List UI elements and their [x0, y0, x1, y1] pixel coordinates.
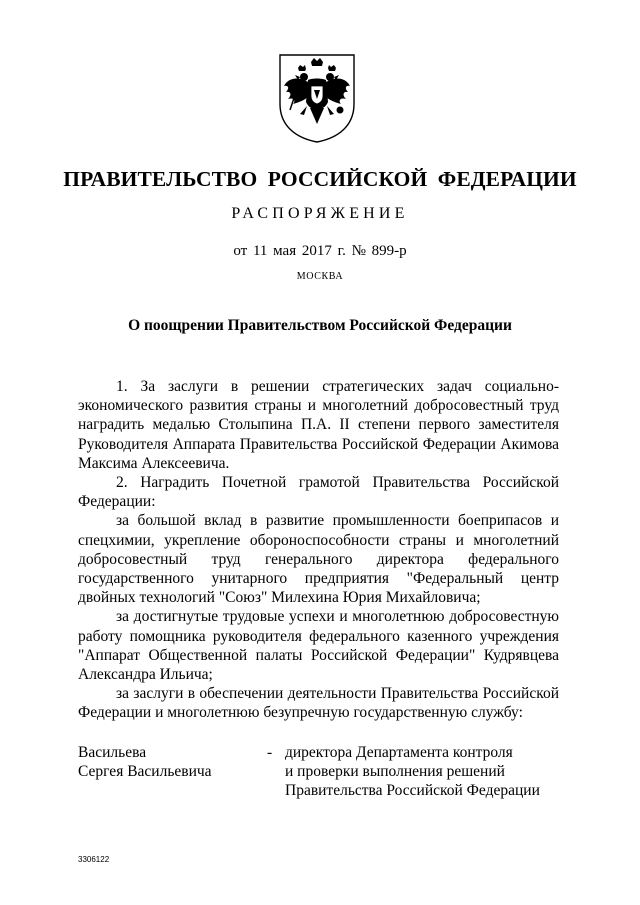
- paragraph-4: за достигнутые трудовые успехи и многолетнюю добросовестную работу помощника руководителя федерального казенного учреждения "Аппарат Общественной палаты Российской Федерации" Кудрявцева Александра Ильича;: [78, 608, 559, 684]
- paragraph-1: 1. За заслуги в решении стратегических задач социально-экономического развития страны и многолетний добросовестный труд наградить медалью Столыпина П.А. II степени первого заместителя Руководителя Аппарата Правительства Российской Федерации Акимова Максима Алексеевича.: [78, 378, 559, 472]
- awardee-position-line: и проверки выполнения решений: [285, 763, 505, 781]
- paragraph-3: за большой вклад в развитие промышленности боеприпасов и спецхимии, укрепление обороноспособности страны и многолетний добросовестный труд генерального директора федерального государственного унитарного предприятия "Федеральный центр двойных технологий "Союз" Милехина Юрия Михайловича;: [78, 512, 559, 607]
- awardee-position-line: директора Департамента контроля: [285, 744, 513, 761]
- document-city: МОСКВА: [296, 271, 344, 282]
- awardee-dash: -: [267, 744, 273, 761]
- paragraph-5: за заслуги в обеспечении деятельности Правительства Российской Федерации и многолетнюю безупречную государственную службу:: [78, 685, 559, 722]
- document-body: [78, 377, 559, 723]
- government-title: ПРАВИТЕЛЬСТВО РОССИЙСКОЙ ФЕДЕРАЦИИ: [63, 167, 577, 191]
- awardee-surname: Васильева: [78, 744, 147, 761]
- awardee-position: [285, 743, 585, 801]
- document-subject: О поощрении Правительством Российской Федерации: [128, 317, 512, 334]
- awardee-position-line: Правительства Российской Федерации: [285, 782, 540, 800]
- awardee-name: [78, 743, 258, 781]
- awardee-given-names: Сергея Васильевича: [78, 763, 212, 781]
- document-type: РАСПОРЯЖЕНИЕ: [231, 205, 409, 222]
- document-code: 3306122: [78, 855, 110, 864]
- document-date-number: от 11 мая 2017 г. № 899-р: [233, 243, 407, 259]
- paragraph-2: 2. Наградить Почетной грамотой Правительства Российской Федерации:: [78, 474, 559, 511]
- coat-of-arms-icon: [276, 52, 358, 144]
